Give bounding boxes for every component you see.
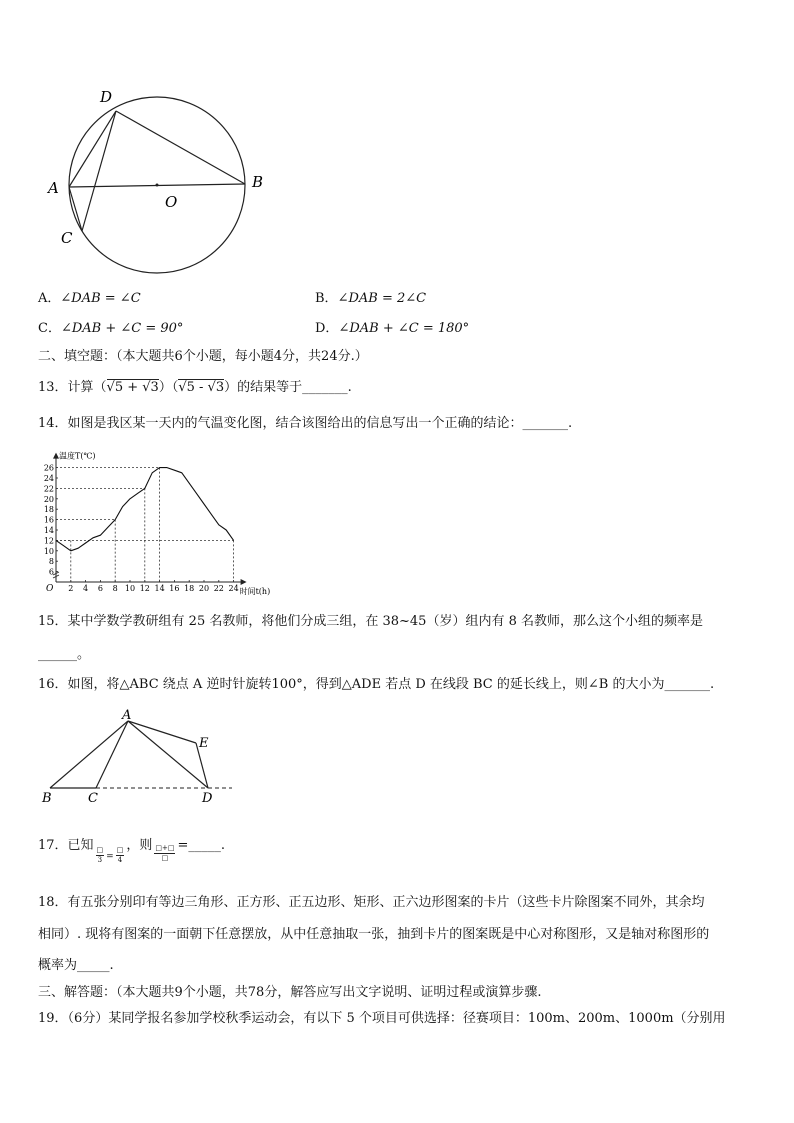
q17-f2-den: 4 [117, 856, 123, 864]
section3-heading: 三、解答题：（本大题共9个小题，共78分，解答应写出文字说明、证明过程或演算步骤. [38, 985, 542, 1000]
y-tick-label: 24 [43, 474, 54, 483]
triangle-figure [38, 706, 238, 806]
x-tick-label: 16 [169, 584, 180, 593]
q13-mid: ）（ [158, 380, 179, 395]
y-tick-label: 8 [48, 557, 54, 567]
y-tick-label: 6 [48, 567, 54, 577]
question-18-line1: 18．有五张分别印有等边三角形、正方形、正五边形、矩形、正六边形图案的卡片（这些卡片除图案不同外，其余均 [38, 895, 705, 910]
option-d-text: ∠DAB + ∠C = 180° [338, 321, 470, 336]
x-tick-label: 12 [139, 584, 150, 593]
y-tick-label: 12 [43, 536, 54, 546]
section2-heading: 二、填空题：（本大题共6个小题，每小题4分，共24分.） [38, 349, 368, 364]
x-tick-label: 24 [228, 584, 239, 593]
x-axis-label: 时间t(h) [239, 587, 271, 596]
option-b [315, 290, 426, 308]
q17-fraction-3 [154, 844, 175, 863]
x-tick-label: 22 [213, 584, 224, 593]
q17-fraction-2 [116, 846, 125, 865]
segment-dc [82, 111, 116, 231]
option-d [315, 320, 469, 338]
question-19: 19．（6分）某同学报名参加学校秋季运动会，有以下 5 个项目可供选择：径赛项目：100m、200m、1000m（分别用 [38, 1011, 726, 1026]
option-a-text: ∠DAB = ∠C [60, 291, 141, 306]
label-a: A [48, 179, 59, 197]
center-point [156, 184, 159, 187]
q17-eq: = [106, 852, 114, 862]
y-tick-label: 14 [43, 526, 54, 535]
x-tick-label: 2 [68, 584, 74, 593]
x-tick-label: 8 [112, 584, 118, 593]
q13-num: 13．计算（ [38, 380, 107, 395]
option-b-letter: B． [315, 291, 338, 306]
q17-f2-num: □ [116, 846, 124, 854]
option-a-letter: A． [38, 291, 61, 306]
y-tick-label: 10 [43, 546, 54, 556]
q17-prefix: 17．已知 [38, 838, 94, 853]
label-b: B [252, 173, 264, 191]
x-tick-label: 14 [154, 584, 165, 593]
tri-label-d: D [202, 791, 213, 806]
question-13 [38, 379, 352, 397]
y-tick-label: 18 [43, 505, 54, 515]
question-18-line2: 相同）. 现将有图案的一面朝下任意摆放，从中任意抽取一张，抽到卡片的图案既是中心对称图形，又是轴对称图形的 [38, 927, 710, 942]
segment-db [116, 111, 245, 184]
option-c [38, 320, 183, 338]
tri-label-e: E [199, 736, 209, 751]
label-o: O [165, 193, 178, 211]
y-tick-label: 20 [43, 494, 54, 504]
label-d: D [100, 88, 113, 106]
y-tick-label: 22 [43, 484, 54, 494]
q17-f3-num: □+□ [155, 844, 175, 852]
x-tick-label: 18 [184, 584, 195, 593]
q13-expr2: √5 - √3 [178, 380, 225, 395]
tri-label-c: C [88, 791, 98, 806]
segment-ad-tri [128, 721, 208, 788]
q17-f3-den: □ [161, 854, 169, 862]
x-tick-label: 20 [198, 584, 210, 593]
x-tick-label: 10 [124, 584, 136, 593]
y-axis-label: 温度T(℃) [59, 451, 96, 461]
segment-ac [69, 187, 82, 231]
segment-ab-tri [50, 721, 128, 788]
x-tick-label: 4 [83, 584, 89, 593]
option-c-letter: C． [38, 321, 61, 336]
origin-label: O [46, 584, 54, 594]
label-c: C [61, 229, 73, 247]
y-tick-label: 16 [43, 515, 54, 525]
circle-figure [40, 85, 280, 280]
segment-ae-tri [128, 721, 196, 743]
question-15-line2: ______。 [38, 647, 91, 662]
q17-then: ，则 [126, 838, 153, 853]
option-a [38, 290, 141, 308]
tri-label-a: A [122, 708, 132, 723]
question-14: 14．如图是我区某一天内的气温变化图，结合该图给出的信息写出一个正确的结论：_______. [38, 416, 573, 431]
y-tick-label: 26 [43, 463, 54, 473]
q17-f1-den: 3 [97, 856, 103, 864]
x-tick-label: 6 [97, 584, 103, 593]
tri-label-b: B [42, 791, 52, 806]
q13-expr1: √5 + √3 [106, 380, 159, 395]
q17-tail: =_____. [177, 838, 225, 853]
q17-fraction-1 [96, 846, 105, 865]
question-16: 16．如图，将△ABC 绕点 A 逆时针旋转100°，得到△ADE 若点 D 在线段 BC 的延长线上，则∠B 的大小为_______. [38, 677, 715, 692]
q13-tail: ）的结果等于_______. [224, 380, 352, 395]
option-d-letter: D． [315, 321, 339, 336]
option-b-text: ∠DAB = 2∠C [337, 291, 427, 306]
temperature-chart [30, 447, 271, 599]
x-axis-arrow [241, 579, 247, 585]
question-17 [38, 835, 225, 869]
question-18-line3: 概率为_____. [38, 958, 114, 973]
q17-f1-num: □ [96, 846, 104, 854]
segment-ac-tri [96, 721, 128, 788]
option-c-text: ∠DAB + ∠C = 90° [60, 321, 184, 336]
question-15-line1: 15．某中学数学教研组有 25 名教师，将他们分成三组，在 38~45（岁）组内有 8 名教师，那么这个小组的频率是 [38, 614, 703, 629]
